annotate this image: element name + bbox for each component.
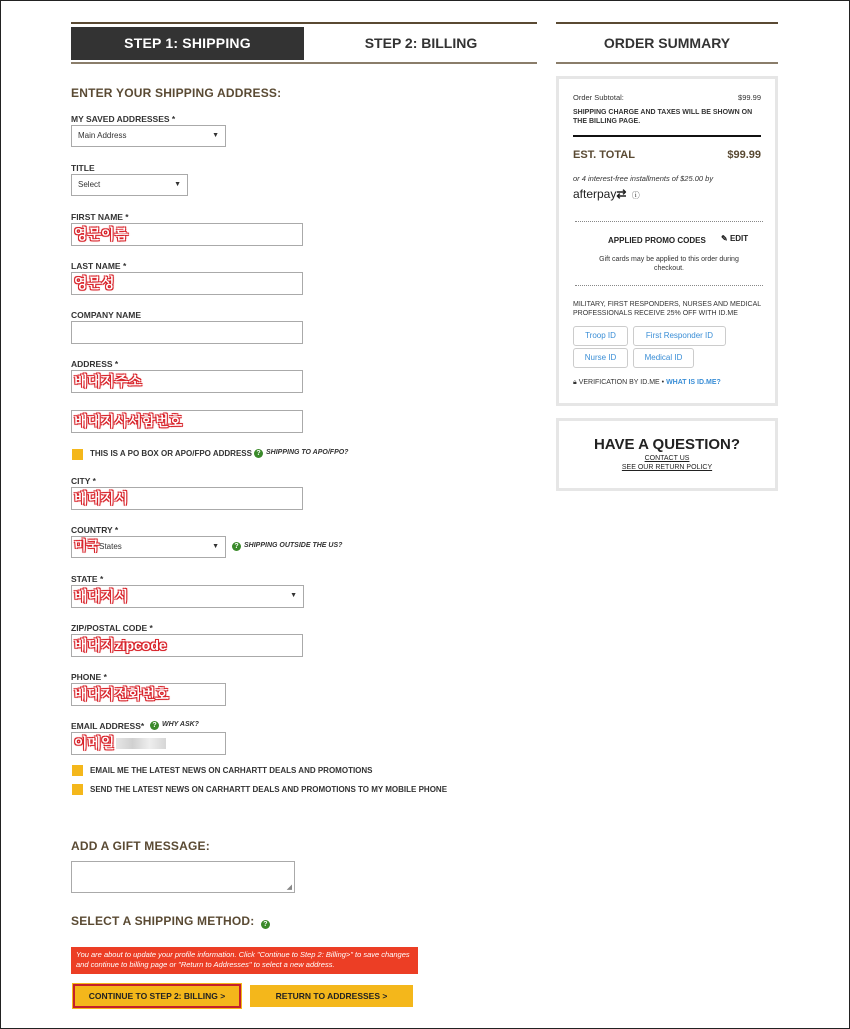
order-summary-heading: ORDER SUMMARY [603, 35, 731, 51]
country-select[interactable] [71, 536, 226, 558]
state-label: STATE * [71, 574, 104, 584]
pobox-help-link[interactable] [254, 449, 348, 458]
address1-input[interactable] [71, 370, 303, 393]
first-responder-id-button[interactable]: First Responder ID [633, 326, 726, 346]
phone-label: PHONE * [71, 672, 107, 682]
nurse-id-button[interactable]: Nurse ID [573, 348, 628, 368]
email-optin-label: EMAIL ME THE LATEST NEWS ON CARHARTT DEALS AND PROMOTIONS [90, 766, 373, 775]
info-icon[interactable]: ⓘ [631, 191, 640, 200]
city-value: 배대지시 [74, 490, 129, 506]
title-select[interactable] [71, 174, 188, 196]
help-icon[interactable]: ? [261, 920, 270, 929]
address2-input[interactable] [71, 410, 303, 433]
profile-update-notice: You are about to update your profile information. Click "Continue to Step 2: Billing>" to save changes and continue to billing page or "Return to Addresses" to select a new address. [71, 947, 418, 974]
phone-input[interactable] [71, 683, 226, 706]
saved-addresses-select[interactable] [71, 125, 226, 147]
last-name-input[interactable] [71, 272, 303, 295]
lock-icon: 🔒︎ [573, 379, 577, 386]
saved-addresses-value: Main Address [78, 131, 127, 140]
city-label: CITY * [71, 476, 96, 486]
email-help-link[interactable] [150, 721, 199, 730]
help-icon: ? [150, 721, 159, 730]
shipping-method-heading-text: SELECT A SHIPPING METHOD: [71, 914, 255, 928]
return-to-addresses-button[interactable]: RETURN TO ADDRESSES > [250, 985, 413, 1007]
first-name-label: FIRST NAME * [71, 212, 129, 222]
military-note: MILITARY, FIRST RESPONDERS, NURSES AND MEDICAL PROFESSIONALS RECEIVE 25% OFF WITH ID.ME [573, 301, 761, 317]
first-name-value: 영문이름 [74, 226, 129, 242]
phone-optin-checkbox[interactable] [72, 784, 83, 795]
what-is-idme-link[interactable]: WHAT IS ID.ME? [666, 379, 721, 386]
email-value: 이메일 [74, 735, 115, 751]
dropdown-arrow-icon: ▼ [212, 543, 219, 550]
country-overlay: 미국 [74, 538, 100, 553]
zip-input[interactable] [71, 634, 303, 657]
edit-promo-link[interactable] [721, 234, 748, 243]
dropdown-arrow-icon: ▼ [212, 132, 219, 139]
title-value: Select [78, 180, 101, 189]
dotted-divider [575, 221, 763, 222]
title-label: TITLE [71, 163, 95, 173]
contact-us-link[interactable]: CONTACT US [644, 455, 690, 462]
state-value: 배대지시 [74, 588, 129, 604]
last-name-label: LAST NAME * [71, 261, 127, 271]
address-label: ADDRESS * [71, 359, 119, 369]
summary-bottom-rule [556, 62, 778, 64]
help-icon: ? [232, 542, 241, 551]
email-help-text: WHY ASK? [162, 721, 199, 728]
pencil-icon: ✎ [721, 234, 728, 243]
resize-handle-icon[interactable]: ◢ [286, 884, 292, 891]
city-input[interactable] [71, 487, 303, 510]
edit-label: EDIT [729, 234, 749, 243]
company-label: COMPANY NAME [71, 310, 142, 320]
afterpay-logo [573, 187, 640, 201]
afterpay-arrows-icon: ⇄ [616, 187, 627, 201]
country-help-text: SHIPPING OUTSIDE THE US? [244, 542, 343, 549]
question-panel [556, 418, 778, 491]
return-policy-link[interactable]: SEE OUR RETURN POLICY [621, 464, 713, 471]
help-icon: ? [254, 449, 263, 458]
gift-card-note: Gift cards may be applied to this order during checkout. [599, 256, 739, 272]
first-name-input[interactable] [71, 223, 303, 246]
email-blurred-area [116, 738, 166, 749]
tabs-bottom-rule [71, 62, 537, 64]
address2-value: 배대지사서함번호 [74, 413, 183, 429]
summary-top-rule [556, 22, 778, 24]
email-label: EMAIL ADDRESS* [71, 721, 145, 731]
country-value: States [99, 542, 122, 551]
dotted-divider [575, 285, 763, 286]
zip-label: ZIP/POSTAL CODE * [71, 623, 153, 633]
tab-step2-billing[interactable]: STEP 2: BILLING [364, 35, 478, 51]
last-name-value: 영문성 [74, 275, 115, 291]
order-summary-panel [556, 76, 778, 406]
shipping-note: SHIPPING CHARGE AND TAXES WILL BE SHOWN ON THE BILLING PAGE. [573, 109, 753, 125]
verification-text: VERIFICATION BY ID.ME [578, 379, 660, 386]
address1-value: 배대지주소 [74, 373, 142, 389]
troop-id-button[interactable]: Troop ID [573, 326, 628, 346]
afterpay-text: or 4 interest-free installments of $25.00 by [573, 174, 714, 183]
subtotal-label: Order Subtotal: [573, 93, 624, 102]
est-total-label: EST. TOTAL [573, 149, 635, 161]
summary-divider [573, 135, 761, 137]
email-input[interactable] [71, 732, 226, 755]
medical-id-button[interactable]: Medical ID [633, 348, 694, 368]
promo-codes-label: APPLIED PROMO CODES [608, 236, 706, 245]
phone-value: 배대지전화번호 [74, 686, 169, 702]
dropdown-arrow-icon: ▼ [290, 592, 297, 599]
est-total-value: $99.99 [727, 149, 761, 161]
phone-optin-label: SEND THE LATEST NEWS ON CARHARTT DEALS AND PROMOTIONS TO MY MOBILE PHONE [90, 785, 448, 794]
zip-value: 배대지zipcode [74, 637, 167, 653]
tabs-top-rule [71, 22, 537, 24]
tab-step1-shipping[interactable]: STEP 1: SHIPPING [71, 27, 304, 60]
shipping-address-heading: ENTER YOUR SHIPPING ADDRESS: [71, 86, 282, 100]
subtotal-value: $99.99 [738, 93, 761, 102]
state-select[interactable] [71, 585, 304, 608]
pobox-checkbox[interactable] [72, 449, 83, 460]
shipping-method-heading [71, 914, 273, 929]
question-heading: HAVE A QUESTION? [593, 436, 741, 453]
gift-message-textarea[interactable] [71, 861, 295, 893]
country-label: COUNTRY * [71, 525, 119, 535]
email-optin-checkbox[interactable] [72, 765, 83, 776]
verification-row: 🔒︎ VERIFICATION BY ID.ME • WHAT IS ID.ME? [573, 379, 721, 386]
gift-message-heading: ADD A GIFT MESSAGE: [71, 839, 210, 853]
continue-to-billing-button[interactable]: CONTINUE TO STEP 2: BILLING > [73, 984, 241, 1008]
pobox-help-text: SHIPPING TO APO/FPO? [266, 449, 349, 456]
country-help-link[interactable] [232, 542, 342, 551]
pobox-label: THIS IS A PO BOX OR APO/FPO ADDRESS [90, 449, 252, 458]
afterpay-logo-text: afterpay [573, 187, 617, 201]
company-input[interactable] [71, 321, 303, 344]
saved-addresses-label: MY SAVED ADDRESSES * [71, 114, 176, 124]
dropdown-arrow-icon: ▼ [174, 181, 181, 188]
